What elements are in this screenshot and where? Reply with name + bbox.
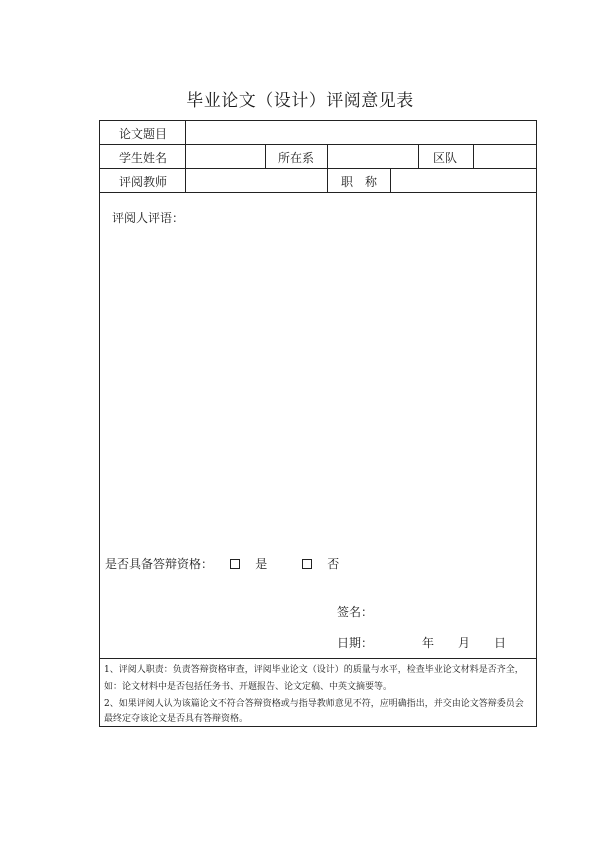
signature-label: 签名： xyxy=(337,605,374,619)
team-label: 区队 xyxy=(433,151,458,165)
row-divider xyxy=(100,144,536,145)
option-no-label: 否 xyxy=(327,557,340,571)
comments-label: 评阅人评语： xyxy=(112,211,185,225)
column-divider xyxy=(265,144,266,168)
reviewer-label: 评阅教师 xyxy=(119,175,168,189)
reviewer-field[interactable] xyxy=(186,169,326,191)
checkbox-yes[interactable] xyxy=(230,559,240,569)
note-line: 1、评阅人职责：负责答辩资格审查，评阅毕业论文（设计）的质量与水平，检查毕业论文材料是否齐全， xyxy=(104,665,524,675)
option-yes[interactable] xyxy=(230,555,267,572)
comments-field[interactable] xyxy=(110,231,526,541)
position-label: 职 称 xyxy=(341,175,378,189)
option-no[interactable] xyxy=(302,555,339,572)
department-field[interactable] xyxy=(328,145,417,167)
checkbox-no[interactable] xyxy=(302,559,312,569)
student-name-field[interactable] xyxy=(186,145,264,167)
row-divider xyxy=(100,658,536,659)
date-day-label: 日 xyxy=(494,636,507,650)
form-title: 毕业论文（设计）评阅意见表 xyxy=(186,91,414,111)
thesis-title-field[interactable] xyxy=(186,122,536,143)
student-name-label: 学生姓名 xyxy=(119,151,168,165)
note-line: 2、如果评阅人认为该篇论文不符合答辩资格或与指导教师意见不符，应明确指出，并交由论文答辩委员会 xyxy=(104,699,524,709)
row-divider xyxy=(100,192,536,193)
note-line: 最终定夺该论文是否具有答辩资格。 xyxy=(104,714,249,724)
option-yes-label: 是 xyxy=(255,557,268,571)
team-field[interactable] xyxy=(474,145,536,167)
date-month-label: 月 xyxy=(458,636,471,650)
column-divider xyxy=(418,144,419,168)
thesis-title-label: 论文题目 xyxy=(119,127,168,141)
defense-eligibility-question: 是否具备答辩资格： xyxy=(105,557,214,571)
review-form-table xyxy=(99,120,537,727)
note-line: 如：论文材料中是否包括任务书、开题报告、论文定稿、中英文摘要等。 xyxy=(104,682,393,692)
position-field[interactable] xyxy=(391,169,536,191)
date-year-label: 年 xyxy=(422,636,435,650)
date-label: 日期： xyxy=(337,636,374,650)
department-label: 所在系 xyxy=(278,151,315,165)
